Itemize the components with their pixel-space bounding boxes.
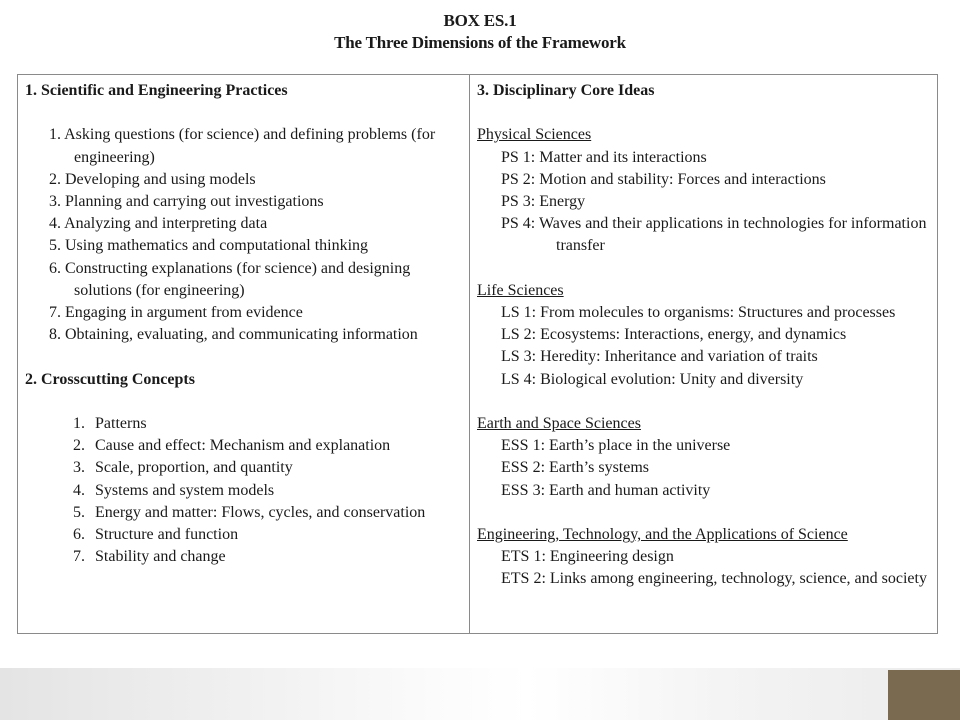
- box-title: [0, 10, 960, 54]
- list-item: PS 2: Motion and stability: Forces and interactions: [501, 170, 826, 188]
- physical-sciences-heading: Physical Sciences: [477, 126, 592, 144]
- list-item: PS 3: Energy: [501, 193, 586, 210]
- list-item: LS 3: Heredity: Inheritance and variation of traits: [501, 348, 818, 366]
- list-item: ETS 2: Links among engineering, technology, science, and society: [501, 570, 927, 588]
- item-text: Constructing explanations (for science) and designing solutions (for engineering): [65, 259, 411, 299]
- list-item: LS 4: Biological evolution: Unity and diversity: [501, 370, 804, 388]
- item-number: 3.: [73, 459, 85, 477]
- item-number: 2.: [73, 437, 85, 455]
- item-number: 6.: [49, 259, 61, 277]
- list-item: ESS 3: Earth and human activity: [501, 481, 711, 499]
- item-text: Asking questions (for science) and defining problems (for engineering): [64, 126, 436, 166]
- list-item: [25, 213, 465, 235]
- item-text: Planning and carrying out investigations: [65, 193, 324, 210]
- earth-space-sciences-heading: Earth and Space Sciences: [477, 415, 641, 432]
- list-item: [25, 480, 465, 502]
- list-item: ETS 1: Engineering design: [501, 548, 674, 566]
- list-item: LS 1: From molecules to organisms: Structures and processes: [501, 304, 896, 321]
- item-number: 2.: [49, 170, 61, 188]
- core-ideas-heading: 3. Disciplinary Core Ideas: [477, 82, 655, 99]
- practices-list: [25, 124, 465, 346]
- item-number: 8.: [49, 326, 61, 344]
- item-text: Using mathematics and computational thinking: [65, 237, 369, 255]
- list-item: [25, 324, 465, 346]
- item-text: Engaging in argument from evidence: [65, 304, 303, 322]
- item-text: Structure and function: [95, 526, 239, 544]
- item-number: 5.: [49, 237, 61, 255]
- list-item: [25, 258, 465, 302]
- item-text: Energy and matter: Flows, cycles, and conservation: [95, 503, 426, 521]
- list-item: [25, 524, 465, 546]
- list-item: [25, 124, 465, 168]
- list-item: ESS 1: Earth’s place in the universe: [501, 437, 731, 455]
- column-divider: [469, 74, 470, 634]
- list-item: PS 1: Matter and its interactions: [501, 148, 707, 166]
- item-text: Patterns: [95, 415, 147, 432]
- list-item: [25, 546, 465, 568]
- item-number: 1.: [49, 126, 61, 144]
- list-item: [25, 457, 465, 479]
- item-text: Stability and change: [95, 548, 226, 566]
- footer-decoration: [0, 668, 960, 720]
- item-number: 5.: [73, 503, 85, 521]
- list-item: [25, 502, 465, 524]
- list-item: [25, 302, 465, 324]
- list-item: [25, 169, 465, 191]
- box-label: BOX ES.1: [443, 11, 517, 30]
- item-text: Developing and using models: [65, 170, 256, 188]
- item-text: Obtaining, evaluating, and communicating information: [65, 326, 418, 344]
- list-item: LS 2: Ecosystems: Interactions, energy, and dynamics: [501, 326, 847, 344]
- list-item: [25, 235, 465, 257]
- item-text: Scale, proportion, and quantity: [95, 459, 293, 477]
- list-item: ESS 2: Earth’s systems: [501, 459, 650, 477]
- list-item: [25, 435, 465, 457]
- practices-heading: 1. Scientific and Engineering Practices: [25, 82, 288, 99]
- item-text: Analyzing and interpreting data: [64, 215, 268, 233]
- concepts-list: [25, 413, 465, 568]
- box-title-text: The Three Dimensions of the Framework: [334, 33, 626, 52]
- concepts-heading: 2. Crosscutting Concepts: [25, 370, 195, 388]
- list-item: [25, 413, 465, 435]
- item-number: 7.: [49, 304, 61, 322]
- life-sciences-heading: Life Sciences: [477, 281, 564, 299]
- engineering-heading: Engineering, Technology, and the Applications of Science: [477, 526, 848, 543]
- item-number: 3.: [49, 193, 61, 210]
- right-column: [477, 80, 937, 591]
- item-number: 7.: [73, 548, 85, 566]
- left-column: [25, 80, 465, 568]
- item-text: Cause and effect: Mechanism and explanation: [95, 437, 391, 455]
- accent-square: [888, 670, 960, 720]
- item-number: 4.: [49, 215, 61, 233]
- item-text: Systems and system models: [95, 481, 275, 499]
- item-number: 6.: [73, 526, 85, 544]
- item-number: 4.: [73, 481, 85, 499]
- list-item: [25, 191, 465, 213]
- item-number: 1.: [73, 415, 85, 432]
- list-item: PS 4: Waves and their applications in technologies for information transfer: [501, 215, 927, 255]
